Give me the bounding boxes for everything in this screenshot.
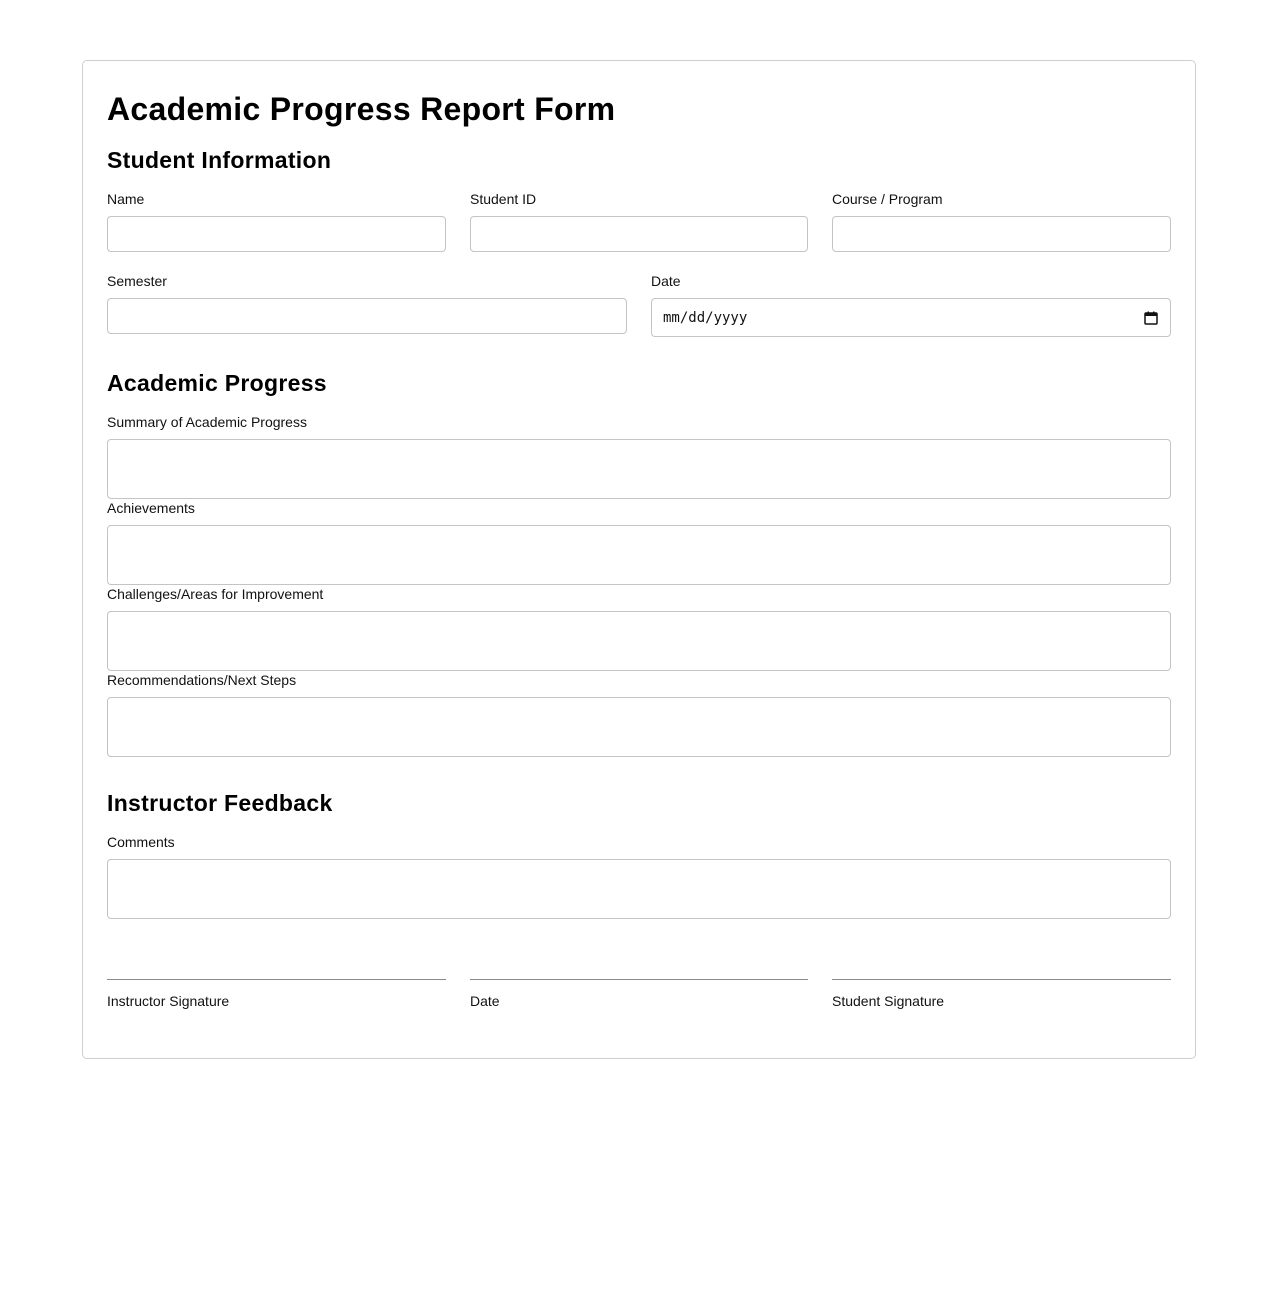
comments-label: Comments — [107, 834, 175, 850]
student-signature-line[interactable] — [832, 979, 1171, 980]
challenges-label: Challenges/Areas for Improvement — [107, 586, 324, 602]
signature-date-line[interactable] — [470, 979, 808, 980]
instructor-signature-line[interactable] — [107, 979, 446, 980]
semester-label: Semester — [107, 273, 167, 289]
student-id-input[interactable] — [470, 216, 808, 252]
academic-progress-heading: Academic Progress — [107, 370, 327, 396]
course-program-input[interactable] — [832, 216, 1171, 252]
calendar-icon[interactable] — [1144, 311, 1158, 325]
course-program-label: Course / Program — [832, 191, 943, 207]
student-signature-label: Student Signature — [832, 993, 945, 1009]
date-input[interactable] — [651, 298, 1171, 337]
achievements-textarea[interactable] — [107, 525, 1171, 585]
recommendations-label: Recommendations/Next Steps — [107, 672, 297, 688]
page-title: Academic Progress Report Form — [107, 91, 616, 127]
student-id-label: Student ID — [470, 191, 537, 207]
semester-input[interactable] — [107, 298, 627, 334]
date-label: Date — [651, 273, 681, 289]
date-placeholder: mm/dd/yyyy — [663, 309, 748, 326]
name-input[interactable] — [107, 216, 446, 252]
summary-label: Summary of Academic Progress — [107, 414, 307, 430]
recommendations-textarea[interactable] — [107, 697, 1171, 757]
instructor-feedback-heading: Instructor Feedback — [107, 790, 333, 816]
achievements-label: Achievements — [107, 500, 195, 516]
form-card — [82, 60, 1196, 1059]
comments-textarea[interactable] — [107, 859, 1171, 919]
name-label: Name — [107, 191, 145, 207]
instructor-signature-label: Instructor Signature — [107, 993, 230, 1009]
student-information-heading: Student Information — [107, 147, 332, 173]
summary-textarea[interactable] — [107, 439, 1171, 499]
challenges-textarea[interactable] — [107, 611, 1171, 671]
signature-date-label: Date — [470, 993, 500, 1009]
